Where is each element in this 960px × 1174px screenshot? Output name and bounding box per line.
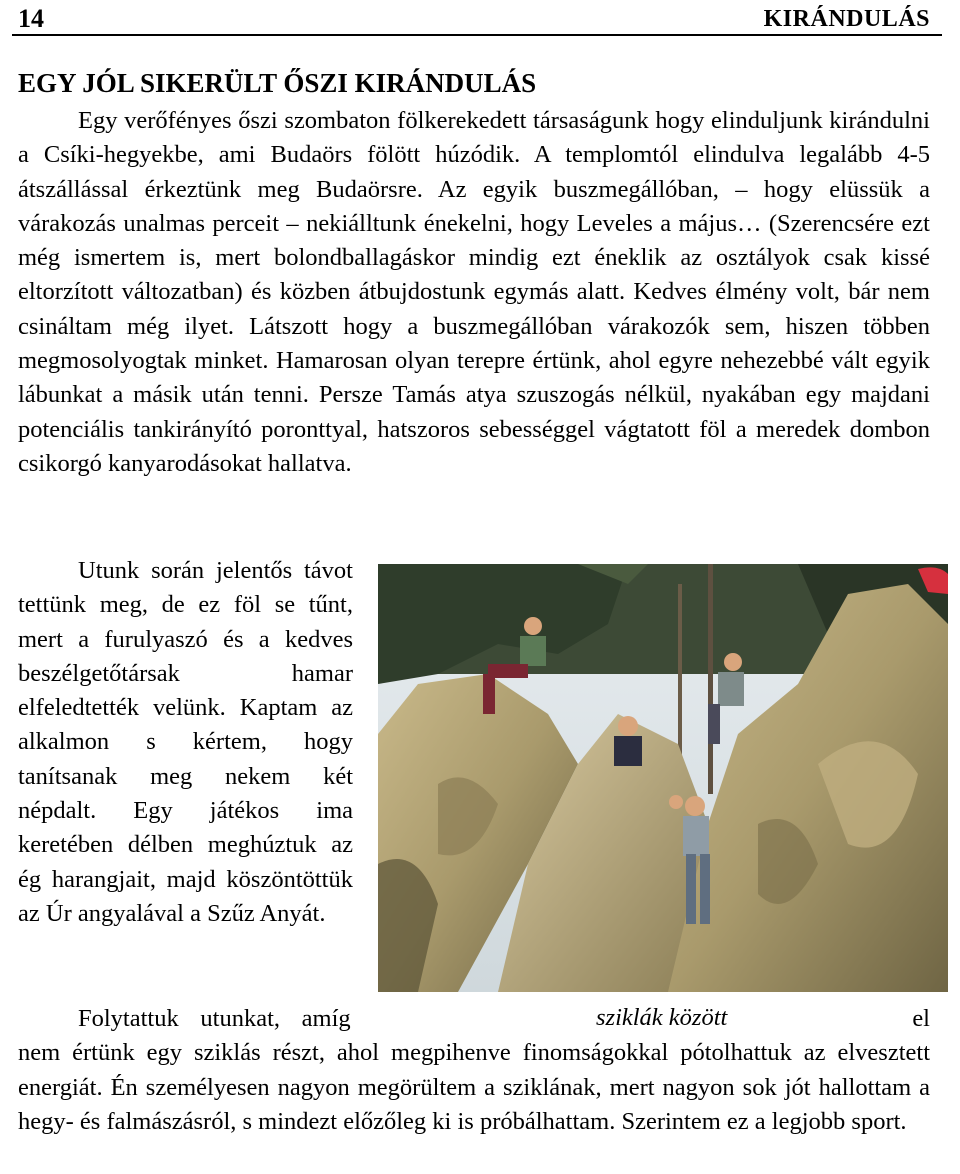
page-number: 14 — [18, 4, 44, 33]
paragraph-2-text: Utunk során jelentős távot tettünk meg, de ez föl se tűnt, mert a furulyaszó és a kedves beszélgetőtársak hamar elfeledtették velünk. Kaptam az alkalmon s kértem, hogy tanítsanak meg nekem két népdalt. Egy játékos ima keretében délben meghúztuk az ég harangjait, majd köszöntöttük az Úr angyalával a Szűz Anyát. — [18, 557, 353, 927]
page-header — [12, 0, 942, 36]
article-title: EGY JÓL SIKERÜLT ŐSZI KIRÁNDULÁS — [18, 68, 537, 98]
photo-image — [378, 564, 948, 992]
photo-children-on-rocks — [378, 564, 948, 992]
paragraph-1-text: Egy verőfényes őszi szombaton fölkerekedett társaságunk hogy elinduljunk kirándulni a Csíki-hegyekbe, ami Budaörs fölött húzódik. A templomtól elindulva legalább 4-5 átszállással érkeztünk meg Budaörsre. Az egyik buszmegállóban, – hogy elüssük a várakozás unalmas perceit – nekiálltunk énekelni, hogy Leveles a május… (Szerencsére ezt még ismertem is, mert bolondballagáskor mindig ezt éneklik az osztályok csak kissé eltorzított változatban) és közben átbujdostunk egymás alatt. Kedves élmény volt, bár nem csináltam még ilyet. Látszott hogy a buszmegállóban várakozók sem, hiszen többen megmosolyogtak minket. Hamarosan olyan terepre értünk, ahol egyre nehezebbé vált egyik lábunkat a másik után tenni. Persze Tamás atya szuszogás nélkül, nyakában egy majdani potenciális tankirányító poronttyal, hatszoros sebességgel vágtatott föl a meredek dombon csikorgó kanyarodásokat hallatva. — [18, 107, 930, 477]
paragraph-3-text: el nem értünk egy sziklás részt, ahol megpihenve finomságokkal pótolhattuk az elvesztett energiát. Én személyesen nagyon megörültem a sziklának, mert nagyon sok jót hallottam a hegy- és falmászásról, s mindezt előzőleg ki is próbálhattam. Szerintem ez a legjobb sport. — [18, 1005, 930, 1135]
paragraph-3 — [18, 1002, 930, 1139]
paragraph-3-start: Folytattuk utunkat, amíg — [78, 1005, 351, 1032]
paragraph-2 — [18, 554, 353, 931]
section-title: KIRÁNDULÁS — [763, 6, 930, 32]
paragraph-1 — [18, 104, 930, 481]
photo-caption: sziklák között — [596, 1004, 728, 1031]
